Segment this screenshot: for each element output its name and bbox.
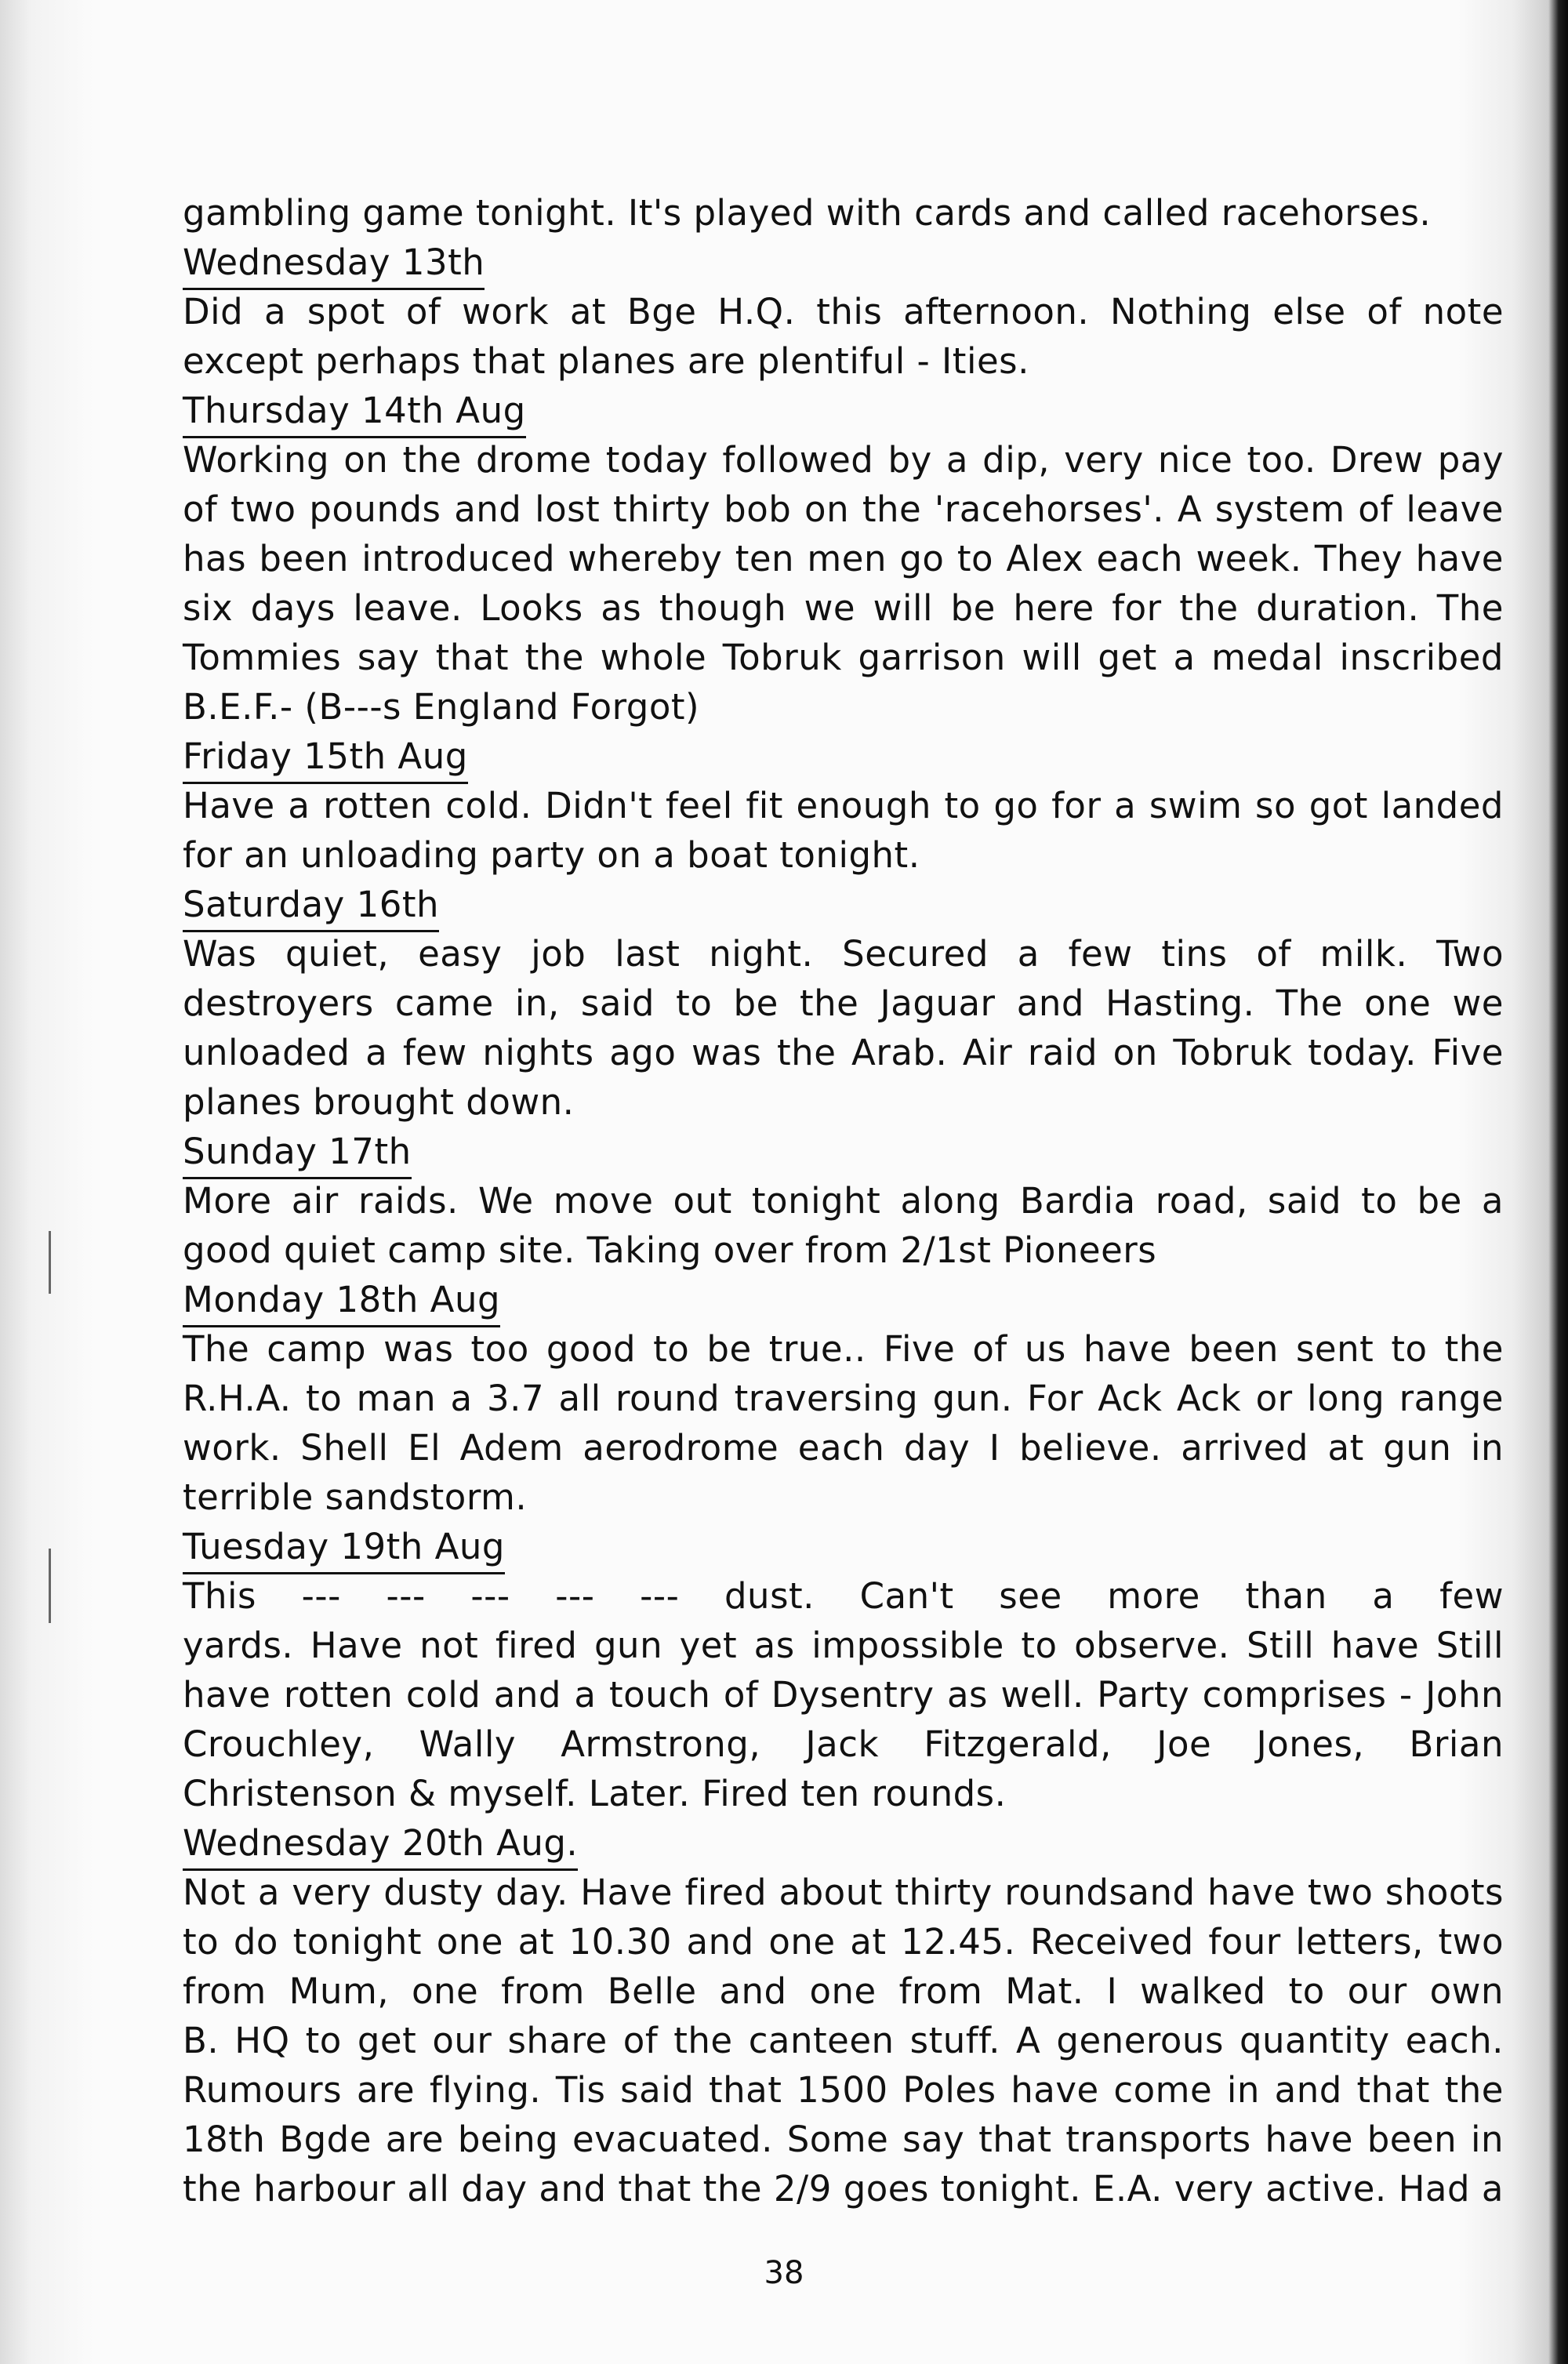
entry-date-line — [183, 238, 1504, 287]
text-line: terrible sandstorm. — [183, 1476, 528, 1518]
entry-date: Saturday 16th — [183, 883, 439, 932]
text-line: This --- --- --- --- --- dust. Can't see more than a few — [183, 1575, 1504, 1617]
text-line: Rumours are flying. Tis said that 1500 Poles have come in and that the — [183, 2069, 1504, 2111]
entry-date-line — [183, 1275, 1504, 1324]
text-line: unloaded a few nights ago was the Arab. Air raid on Tobruk today. Five — [183, 1032, 1504, 1073]
text-line: have rotten cold and a touch of Dysentry as well. Party comprises - John — [183, 1674, 1504, 1716]
text-line: planes brought down. — [183, 1081, 575, 1123]
entry-date: Thursday 14th Aug — [183, 389, 526, 438]
text-line: gambling game tonight. It's played with cards and called racehorses. — [183, 192, 1432, 234]
text-line: 18th Bgde are being evacuated. Some say that transports have been in — [183, 2119, 1504, 2160]
text-line: R.H.A. to man a 3.7 all round traversing gun. For Ack Ack or long range — [183, 1378, 1504, 1419]
text-line: destroyers came in, said to be the Jaguar and Hasting. The one we — [183, 982, 1504, 1024]
entry-date-line — [183, 1522, 1504, 1571]
text-line: to do tonight one at 10.30 and one at 12.45. Received four letters, two — [183, 1921, 1504, 1963]
text-line: Was quiet, easy job last night. Secured a few tins of milk. Two — [183, 933, 1504, 975]
text-line: Crouchley, Wally Armstrong, Jack Fitzgerald, Joe Jones, Brian — [183, 1723, 1504, 1765]
text-line: B. HQ to get our share of the canteen stuff. A generous quantity each. — [183, 2020, 1504, 2061]
entry-date: Tuesday 19th Aug — [183, 1525, 505, 1574]
text-line: work. Shell El Adem aerodrome each day I believe. arrived at gun in — [183, 1427, 1504, 1469]
margin-mark — [49, 1549, 51, 1623]
page-number: 38 — [764, 2255, 804, 2291]
text-line: Did a spot of work at Bge H.Q. this afternoon. Nothing else of note — [183, 291, 1504, 332]
entry-date: Sunday 17th — [183, 1130, 412, 1179]
text-line: The camp was too good to be true.. Five of us have been sent to the — [183, 1328, 1504, 1370]
text-line: has been introduced whereby ten men go to Alex each week. They have — [183, 538, 1504, 579]
text-line: the harbour all day and that the 2/9 goes tonight. E.A. very active. Had a — [183, 2168, 1504, 2210]
text-line: of two pounds and lost thirty bob on the 'racehorses'. A system of leave — [183, 488, 1504, 530]
text-line: except perhaps that planes are plentiful - Ities. — [183, 340, 1029, 382]
text-line: Tommies say that the whole Tobruk garrison will get a medal inscribed — [183, 637, 1504, 678]
text-line: Have a rotten cold. Didn't feel fit enough to go for a swim so got landed — [183, 785, 1504, 826]
text-line: More air raids. We move out tonight along Bardia road, said to be a — [183, 1180, 1504, 1222]
text-line: six days leave. Looks as though we will be here for the duration. The — [183, 587, 1504, 629]
text-line: yards. Have not fired gun yet as impossible to observe. Still have Still — [183, 1625, 1504, 1666]
entry-date: Monday 18th Aug — [183, 1278, 500, 1327]
entry-date-line — [183, 1818, 1504, 1868]
entry-date: Wednesday 20th Aug. — [183, 1821, 578, 1871]
entry-date: Wednesday 13th — [183, 241, 485, 290]
text-line: for an unloading party on a boat tonight. — [183, 834, 920, 876]
margin-mark — [49, 1231, 51, 1294]
entry-date-line — [183, 732, 1504, 781]
entry-date-line — [183, 880, 1504, 929]
text-line: good quiet camp site. Taking over from 2/1st Pioneers — [183, 1229, 1157, 1271]
entry-date-line — [183, 386, 1504, 435]
text-line: Not a very dusty day. Have fired about thirty roundsand have two shoots — [183, 1872, 1504, 1913]
text-line: Christenson & myself. Later. Fired ten rounds. — [183, 1773, 1007, 1814]
entry-date: Friday 15th Aug — [183, 735, 468, 784]
text-line: Working on the drome today followed by a dip, very nice too. Drew pay — [183, 439, 1504, 481]
entry-date-line — [183, 1127, 1504, 1176]
diary-text — [183, 188, 1504, 2213]
text-line: from Mum, one from Belle and one from Mat. I walked to our own — [183, 1970, 1504, 2012]
text-line: B.E.F.- (B---s England Forgot) — [183, 686, 700, 728]
